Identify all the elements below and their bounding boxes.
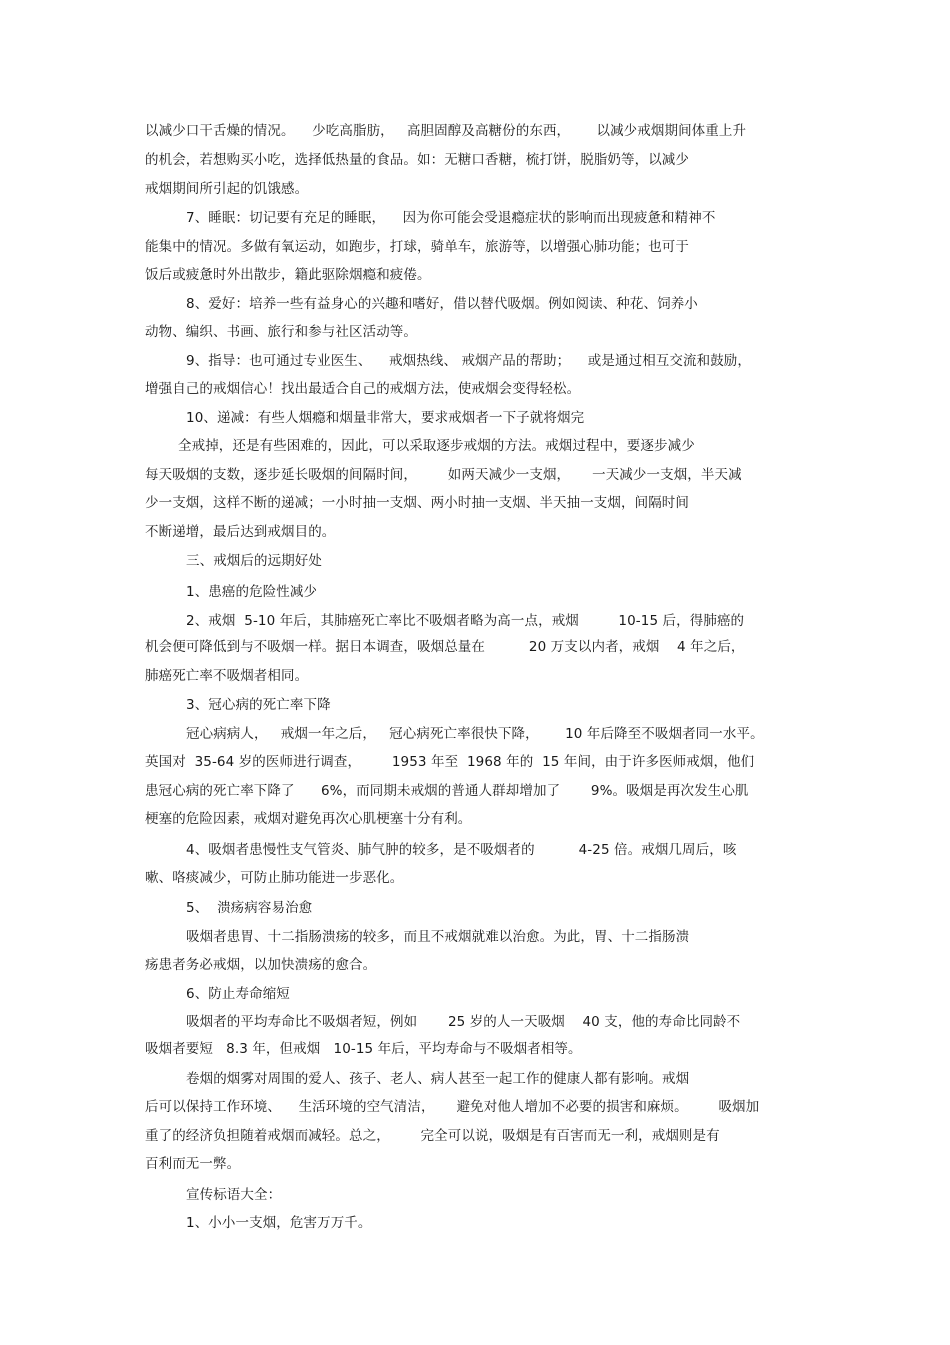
text-line: 9、指导：也可通过专业医生、 戒烟热线、 戒烟产品的帮助； 或是通过相互交流和鼓励，	[186, 353, 752, 369]
text-line: 重了的经济负担随着戒烟而减轻。总之， 完全可以说，吸烟是有百害而无一利，戒烟则是有	[145, 1128, 720, 1144]
text-line: 少一支烟，这样不断的递减；一小时抽一支烟、两小时抽一支烟、半天抽一支烟，间隔时间	[145, 495, 689, 511]
text-line: 以减少口干舌燥的情况。 少吃高脂肪， 高胆固醇及高糖份的东西， 以减少戒烟期间体重上升	[145, 123, 747, 139]
text-line: 4、吸烟者患慢性支气管炎、肺气肿的较多，是不吸烟者的 4-25 倍。戒烟几周后，咳	[186, 842, 737, 858]
section-heading: 三、戒烟后的远期好处	[186, 553, 322, 569]
text-line: 戒烟期间所引起的饥饿感。	[145, 181, 309, 197]
subheading: 1、患癌的危险性减少	[186, 584, 318, 600]
subheading: 6、防止寿命缩短	[186, 986, 290, 1002]
text-line: 7、睡眠：切记要有充足的睡眠， 因为你可能会受退瘾症状的影响而出现疲惫和精神不	[186, 210, 716, 226]
text-line: 2、戒烟 5-10 年后，其肺癌死亡率比不吸烟者略为高一点，戒烟 10-15 后，得肺癌的	[186, 613, 745, 629]
text-line: 冠心病病人， 戒烟一年之后， 冠心病死亡率很快下降， 10 年后降至不吸烟者同一水平。	[186, 726, 764, 742]
subheading: 宣传标语大全：	[186, 1187, 282, 1203]
text-line: 能集中的情况。多做有氧运动，如跑步，打球，骑单车，旅游等，以增强心肺功能；也可于	[145, 239, 689, 255]
text-line: 动物、编织、书画、旅行和参与社区活动等。	[145, 324, 417, 340]
text-line: 机会便可降低到与不吸烟一样。据日本调查，吸烟总量在 20 万支以内者，戒烟 4 年之后，	[145, 639, 745, 655]
text-line: 10、递减：有些人烟瘾和烟量非常大，要求戒烟者一下子就将烟完	[186, 410, 585, 426]
text-line: 英国对 35-64 岁的医师进行调查， 1953 年至 1968 年的 15 年间，由于许多医师戒烟，他们	[145, 754, 755, 770]
text-line: 后可以保持工作环境、 生活环境的空气清洁， 避免对他人增加不必要的损害和麻烦。 吸烟加	[145, 1099, 760, 1115]
text-line: 每天吸烟的支数，逐步延长吸烟的间隔时间， 如两天减少一支烟， 一天减少一支烟，半天减	[145, 467, 742, 483]
text-line: 卷烟的烟雾对周围的爱人、孩子、老人、病人甚至一起工作的健康人都有影响。戒烟	[186, 1071, 690, 1087]
text-line: 1、小小一支烟，危害万万千。	[186, 1215, 372, 1231]
text-line: 梗塞的危险因素，戒烟对避免再次心肌梗塞十分有利。	[145, 811, 472, 827]
text-line: 患冠心病的死亡率下降了 6%，而同期未戒烟的普通人群却增加了 9%。吸烟是再次发生心肌	[145, 783, 749, 799]
text-line: 8、爱好：培养一些有益身心的兴趣和嗜好，借以替代吸烟。例如阅读、种花、饲养小	[186, 296, 698, 312]
text-line: 饭后或疲惫时外出散步，籍此驱除烟瘾和疲倦。	[145, 267, 431, 283]
subheading: 3、冠心病的死亡率下降	[186, 697, 331, 713]
text-line: 疡患者务必戒烟，以加快溃疡的愈合。	[145, 957, 377, 973]
text-line: 肺癌死亡率不吸烟者相同。	[145, 668, 309, 684]
text-line: 吸烟者要短 8.3 年，但戒烟 10-15 年后，平均寿命与不吸烟者相等。	[145, 1041, 582, 1057]
text-line: 吸烟者的平均寿命比不吸烟者短，例如 25 岁的人一天吸烟 40 支，他的寿命比同龄不	[186, 1014, 741, 1030]
text-line: 嗽、咯痰减少，可防止肺功能进一步恶化。	[145, 870, 404, 886]
text-line: 的机会，若想购买小吃，选择低热量的食品。如：无糖口香糖，梳打饼，脱脂奶等，以减少	[145, 152, 689, 168]
text-line: 全戒掉，还是有些困难的，因此，可以采取逐步戒烟的方法。戒烟过程中，要逐步减少	[178, 438, 695, 454]
text-line: 百利而无一弊。	[145, 1156, 241, 1172]
subheading: 5、 溃疡病容易治愈	[186, 900, 313, 916]
text-line: 增强自己的戒烟信心！找出最适合自己的戒烟方法，使戒烟会变得轻松。	[145, 381, 581, 397]
text-line: 不断递增，最后达到戒烟目的。	[145, 524, 336, 540]
text-line: 吸烟者患胃、十二指肠溃疡的较多，而且不戒烟就难以治愈。为此，胃、十二指肠溃	[186, 929, 690, 945]
